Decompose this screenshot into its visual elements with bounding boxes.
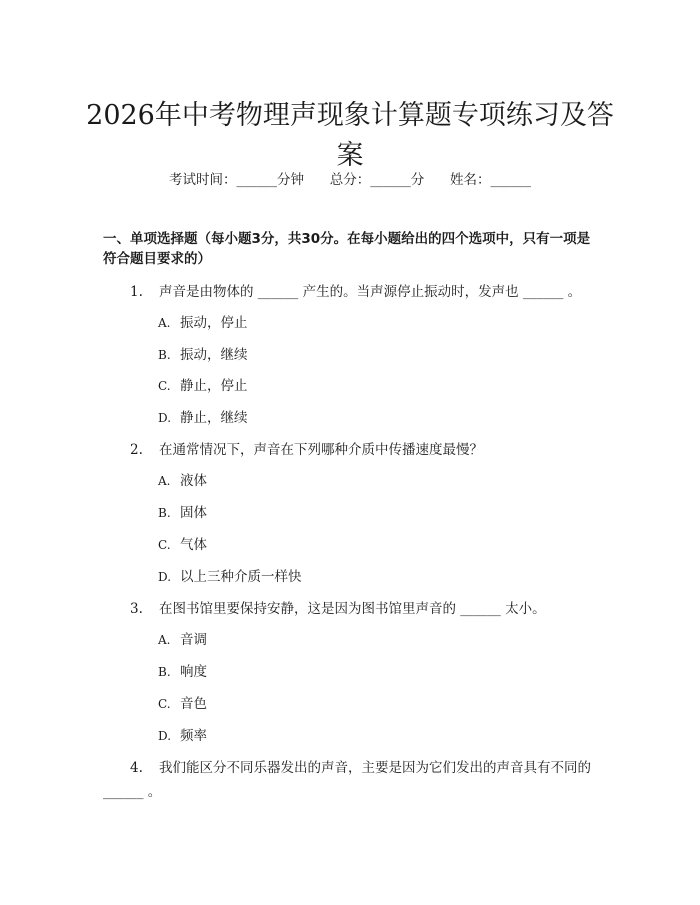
question-1 bbox=[103, 280, 603, 304]
option-2c bbox=[158, 535, 207, 555]
option-letter: A. bbox=[158, 633, 171, 647]
option-3a bbox=[158, 630, 207, 650]
question-text: 在图书馆里要保持安静，这是因为图书馆里声音的 ______ 太小。 bbox=[159, 601, 546, 617]
question-number: 1. bbox=[130, 284, 143, 300]
option-3d bbox=[158, 726, 207, 746]
option-text: 振动，停止 bbox=[180, 315, 248, 331]
option-letter: B. bbox=[158, 665, 171, 679]
question-text: 我们能区分不同乐器发出的声音，主要是因为它们发出的声音具有不同的 ______ 。 bbox=[103, 760, 591, 800]
option-text: 振动，继续 bbox=[180, 347, 248, 363]
question-2 bbox=[103, 438, 603, 462]
score-blank: ______ bbox=[370, 172, 411, 188]
question-number: 4. bbox=[130, 760, 143, 776]
score-unit: 分 bbox=[410, 172, 425, 188]
question-4 bbox=[103, 756, 603, 804]
option-text: 液体 bbox=[180, 473, 207, 489]
option-text: 气体 bbox=[180, 537, 207, 553]
option-letter: D. bbox=[158, 570, 172, 584]
option-3c bbox=[158, 694, 207, 714]
option-2d bbox=[158, 567, 302, 587]
option-1c bbox=[158, 376, 248, 396]
option-text: 静止，继续 bbox=[180, 410, 248, 426]
option-text: 频率 bbox=[180, 728, 207, 744]
document-title: 2026年中考物理声现象计算题专项练习及答案 bbox=[86, 100, 614, 172]
question-number: 2. bbox=[130, 442, 143, 458]
time-label: 考试时间： bbox=[169, 172, 237, 188]
option-letter: C. bbox=[158, 379, 171, 393]
option-letter: C. bbox=[158, 538, 171, 552]
score-label: 总分： bbox=[329, 172, 371, 188]
option-1b bbox=[158, 345, 248, 365]
option-text: 音色 bbox=[180, 696, 207, 712]
option-text: 音调 bbox=[180, 632, 207, 648]
option-3b bbox=[158, 662, 207, 682]
option-text: 响度 bbox=[180, 664, 207, 680]
question-number: 3. bbox=[130, 601, 143, 617]
option-2a bbox=[158, 471, 207, 491]
question-text: 声音是由物体的 ______ 产生的。当声源停止振动时，发声也 ______ 。 bbox=[159, 284, 582, 300]
question-text: 在通常情况下，声音在下列哪种介质中传播速度最慢？ bbox=[159, 442, 483, 458]
time-blank: ______ bbox=[236, 172, 277, 188]
question-3 bbox=[103, 597, 603, 621]
option-text: 以上三种介质一样快 bbox=[180, 569, 302, 585]
option-letter: A. bbox=[158, 474, 171, 488]
option-letter: B. bbox=[158, 348, 171, 362]
option-letter: D. bbox=[158, 729, 172, 743]
option-letter: A. bbox=[158, 316, 171, 330]
exam-meta-line bbox=[0, 168, 700, 188]
option-letter: C. bbox=[158, 697, 171, 711]
option-text: 固体 bbox=[180, 505, 207, 521]
name-label: 姓名： bbox=[450, 172, 491, 188]
option-text: 静止，停止 bbox=[180, 378, 248, 394]
time-unit: 分钟 bbox=[277, 172, 304, 188]
option-letter: B. bbox=[158, 506, 171, 520]
name-blank: ______ bbox=[490, 172, 531, 188]
option-1d bbox=[158, 408, 248, 428]
option-2b bbox=[158, 503, 207, 523]
option-1a bbox=[158, 313, 248, 333]
option-letter: D. bbox=[158, 411, 172, 425]
section-heading: 一、单项选择题（每小题3分，共30分。在每小题给出的四个选项中，只有一项是符合题目要求的） bbox=[103, 231, 591, 267]
